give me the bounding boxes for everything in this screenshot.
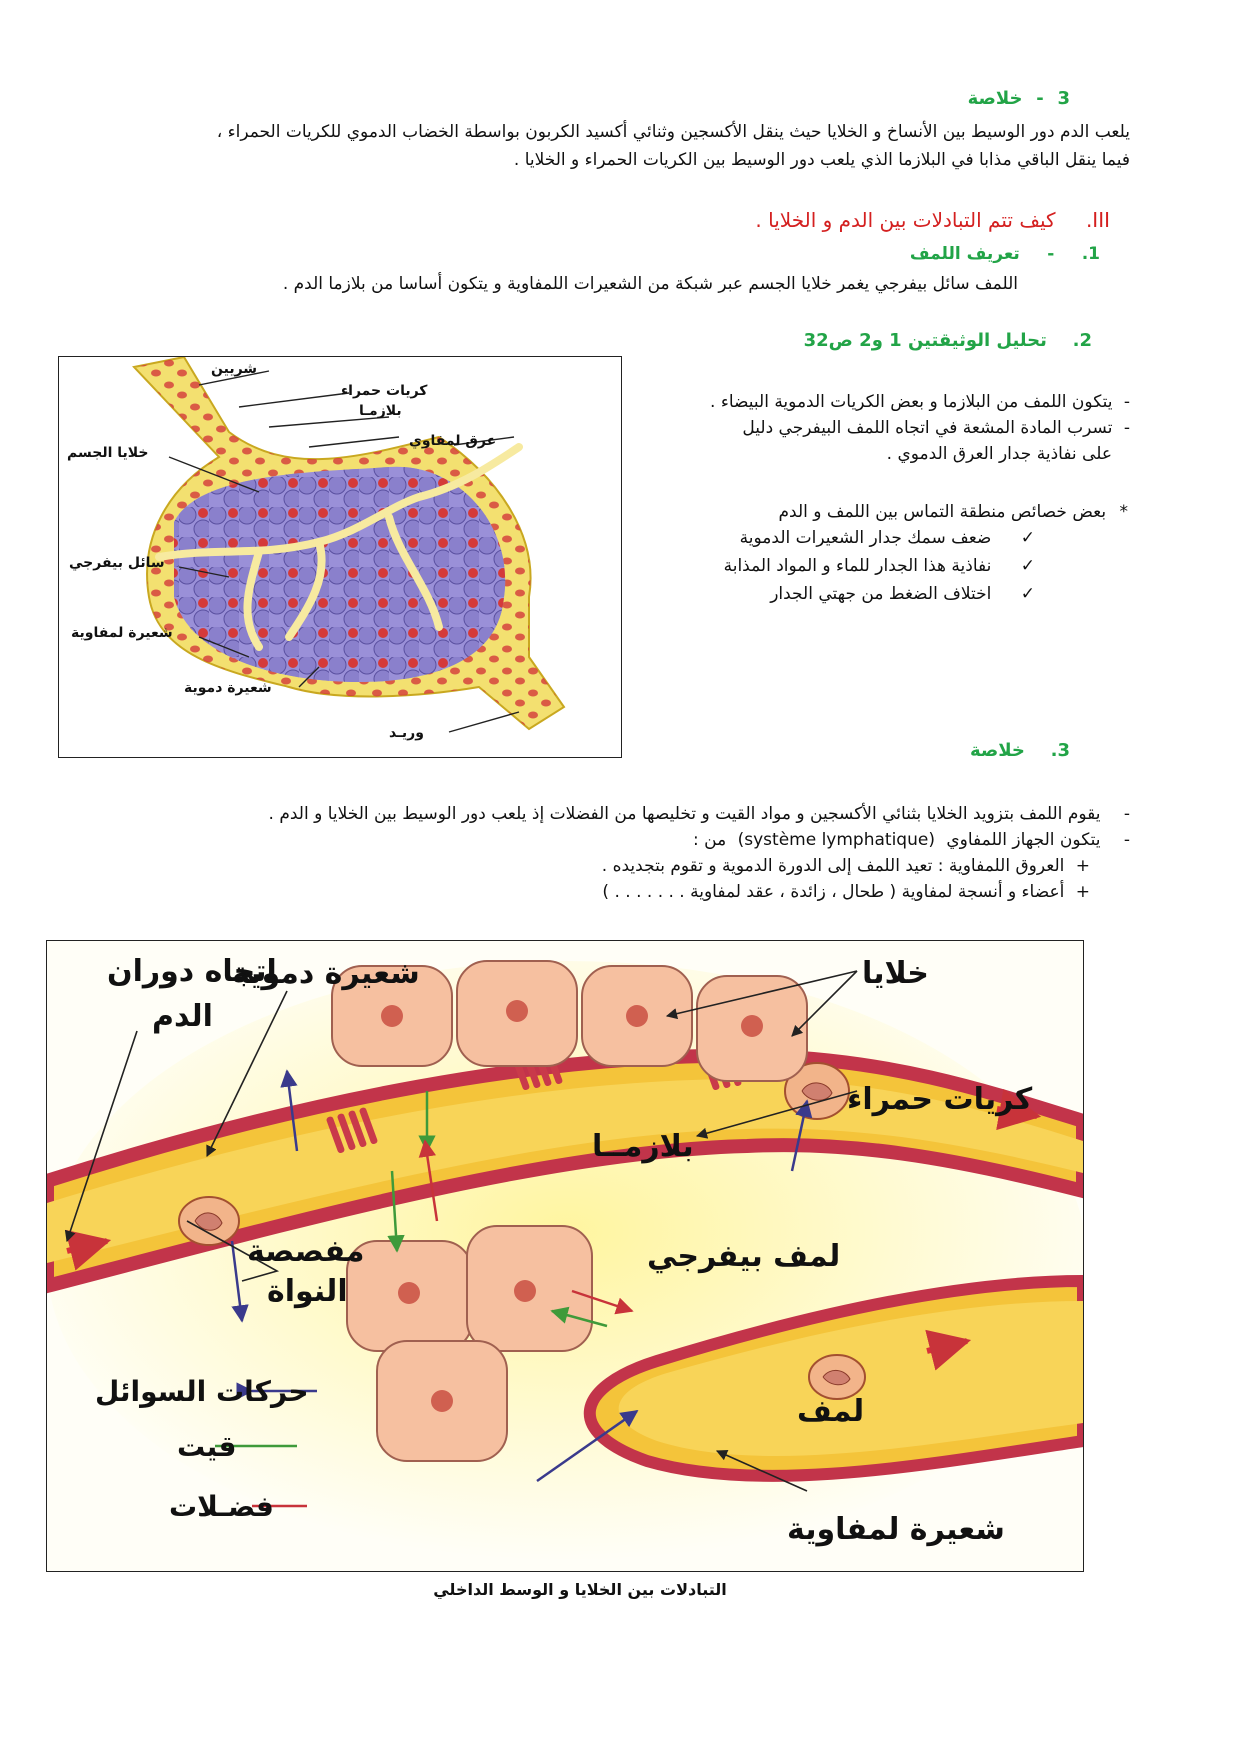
section-3-heading: [310, 208, 1110, 232]
fig1-label-body-cells: خلايا الجسم: [67, 445, 149, 461]
summary-plus-2: + أعضاء و أنسجة لمفاوية ( طحال ، زائدة ، عقد لمفاوية . . . . . . . ): [602, 882, 1090, 902]
legend-waste: فضـلات: [169, 1490, 274, 1523]
fig1-label-lymph-cap: شعيرة لمفاوية: [71, 625, 173, 641]
lymph-network-figure: [58, 356, 622, 758]
section-1-line2: فيما ينقل الباقي مذابا في البلازما الذي يلعب دور الوسيط بين الكريات الحمراء و الخلايا .: [513, 150, 1130, 170]
fig1-label-blood-cap: شعيرة دموية: [184, 680, 272, 696]
property-item-1: ✓ ضعف سمك جدار الشعيرات الدموية: [739, 528, 1035, 548]
section-1-title: خلاصة: [967, 88, 1023, 109]
section-1-heading: 3 - خلاصة: [967, 88, 1070, 109]
fig1-label-fluid: سائل بيفرجي: [69, 555, 165, 571]
check-icon: ✓: [1020, 584, 1035, 604]
analysis-number: 2.: [1072, 330, 1092, 351]
lymph-network-diagram: [59, 357, 621, 757]
property-item-3: ✓ اختلاف الضغط من جهتي الجدار: [770, 584, 1035, 604]
lymph-definition-heading: 1. - تعريف اللمف: [909, 244, 1100, 264]
fig2-label-platelet: مفصصة: [247, 1234, 365, 1269]
fig1-label-lymph-vessel: عرق لمفاوي: [409, 433, 497, 449]
fig2-label-interstitial: لمف بيفرجي: [647, 1239, 841, 1274]
summary-plus-1: + العروق اللمفاوية : تعيد اللمف إلى الدورة الدموية و تقوم بتجديده .: [601, 856, 1090, 876]
fig2-label-lymph-cap: شعيرة لمفاوية: [787, 1512, 1005, 1547]
contact-zone-properties: * بعض خصائص منطقة التماس بين اللمف و الدم: [778, 502, 1128, 522]
legend-nutrients: قيت: [177, 1430, 237, 1463]
fig1-label-rbc: كريات حمراء: [341, 383, 428, 399]
section-1-number: 3: [1057, 88, 1070, 109]
fig2-label-nucleus: النواة: [267, 1274, 348, 1309]
summary-title: خلاصة: [969, 740, 1025, 761]
section-3-number: III.: [1085, 208, 1110, 232]
fig2-label-blood-cap: شعيرة دموية: [232, 956, 420, 991]
fig2-label-rbc: كريات حمراء: [847, 1082, 1033, 1117]
lymph-definition-title: تعريف اللمف: [909, 244, 1020, 264]
exchange-diagram: [47, 941, 1083, 1571]
fig2-label-cells: خلايا: [862, 956, 929, 991]
analysis-heading: [592, 330, 1092, 351]
fig2-label-lymph: لمف: [797, 1394, 865, 1429]
fig1-label-plasma: بلازمـا: [359, 403, 402, 419]
analysis-bullet-2-cont: على نفاذية جدار العرق الدموي .: [886, 444, 1112, 464]
fig1-label-artery: شريين: [211, 361, 258, 377]
exchange-figure-caption: التبادلات بين الخلايا و الوسط الداخلي: [433, 1580, 727, 1599]
property-item-2: ✓ نفاذية هذا الجدار للماء و المواد المذابة: [723, 556, 1035, 576]
summary-heading: [770, 740, 1070, 761]
lymph-definition-text: اللمف سائل بيفرجي يغمر خلايا الجسم عبر شبكة من الشعيرات اللمفاوية و يتكون أساسا من بلازما الدم .: [282, 274, 1018, 294]
summary-number: 3.: [1050, 740, 1070, 761]
section-1-line1: يلعب الدم دور الوسيط بين الأنساخ و الخلايا حيث ينقل الأكسجين وثنائي أكسيد الكربون بواسطة الخضاب الدموي للكريات الحمراء ،: [216, 122, 1130, 142]
summary-bullet-2: - يتكون الجهاز اللمفاوي (système lymphatique) من :: [693, 830, 1130, 850]
fig1-label-vein: وريـد: [389, 725, 424, 741]
analysis-bullet-2: - تسرب المادة المشعة في اتجاه اللمف البيفرجي دليل: [742, 418, 1130, 438]
legend-fluid-moves: حركات السوائل: [95, 1375, 309, 1408]
lymph-definition-number: 1.: [1081, 244, 1100, 264]
section-3-title: كيف تتم التبادلات بين الدم و الخلايا .: [755, 208, 1056, 232]
fig2-label-blood: الدم: [152, 999, 213, 1034]
analysis-bullet-1: - يتكون اللمف من البلازما و بعض الكريات الدموية البيضاء .: [710, 392, 1130, 412]
check-icon: ✓: [1020, 556, 1035, 576]
exchange-figure: [46, 940, 1084, 1572]
check-icon: ✓: [1020, 528, 1035, 548]
summary-bullet-1: - يقوم اللمف بتزويد الخلايا بثنائي الأكسجين و مواد القيت و تخليصها من الفضلات إذ يلعب دور الوسيط بين الخلايا و الدم .: [268, 804, 1130, 824]
analysis-title: تحليل الوثيقتين 1 و2 ص32: [803, 330, 1047, 351]
fig2-label-plasma: بلازمــا: [592, 1129, 694, 1164]
fig2-label-direction: اتجاه دوران: [107, 954, 277, 989]
